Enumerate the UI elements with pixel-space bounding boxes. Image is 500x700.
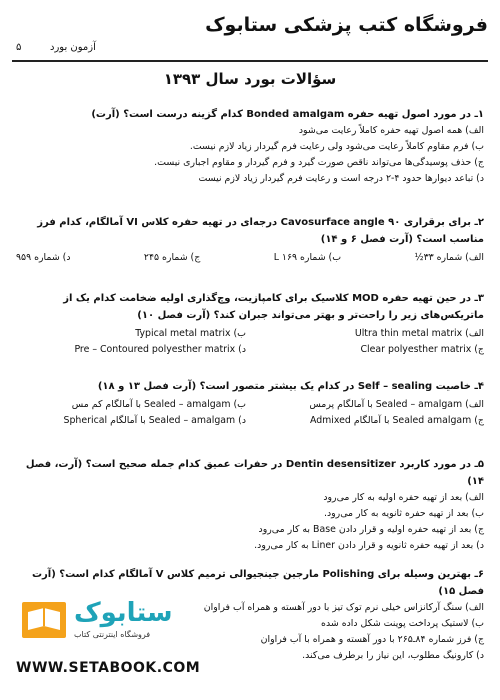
- option: د) کارونیگ مطلوب، این نیاز را برطرف می‌کند.: [302, 650, 484, 661]
- option: ب) شماره ۱۶۹ L: [273, 252, 342, 263]
- question-4: [16, 378, 484, 429]
- option: ج) شماره ۲۴۵: [143, 252, 201, 263]
- running-head: آزمون بورد: [50, 42, 96, 53]
- option: الف) Ultra thin metal matrix: [354, 328, 484, 339]
- option: ب) بعد از تهیه حفره ثانویه به کار می‌رود.: [324, 508, 484, 519]
- question-3: [16, 290, 484, 358]
- logo-wordmark: ستابوک: [74, 598, 173, 628]
- option: ج) فرز شماره ۸۴ـ۲۶۵ با دور آهسته و همراه با آب فراوان: [260, 634, 484, 645]
- option: ب) لاستیک پرداخت پوینت شکل داده شده: [321, 618, 484, 629]
- option: ب) Sealed – amalgam با آمالگام کم مس: [71, 399, 246, 410]
- question-text: ۴ـ خاصیت Self – sealing در کدام یک بیشتر متصور است؟ (آرت فصل ۱۳ و ۱۸): [97, 381, 484, 392]
- option: الف) بعد از تهیه حفره اولیه به کار می‌رود: [323, 492, 484, 503]
- option: ج) Clear polyesther matrix: [360, 344, 484, 355]
- question-text: ۱ـ در مورد اصول تهیه حفره Bonded amalgam کدام گزینه درست است؟ (آرت): [91, 109, 484, 120]
- logo-subtitle: فروشگاه اینترنتی کتاب: [74, 630, 151, 639]
- option: الف) شماره ۳۳½: [414, 252, 484, 263]
- option: د) Pre – Contoured polyesther matrix: [74, 344, 246, 355]
- question-2: [16, 214, 484, 266]
- option: ج) حذف پوسیدگی‌ها می‌تواند ناقص صورت گیرد و فرم گیردار و مقاوم اجباری نیست.: [154, 157, 484, 168]
- option: د) تباعد دیوارها حدود ۴-۲ درجه است و رعایت فرم گیردار زیاد لازم نیست: [198, 173, 484, 184]
- question-text: ۶ـ بهترین وسیله برای Polishing مارجین جینجیوالی ترمیم کلاس V آمالگام کدام است؟ (آرت فصل ۱۵): [31, 569, 484, 597]
- section-title: سؤالات بورد سال ۱۳۹۳: [163, 70, 337, 88]
- book-logo-icon: [22, 602, 66, 638]
- option: الف) همه اصول تهیه حفره کاملاً رعایت می‌شود: [298, 125, 484, 136]
- question-text: ۳ـ در حین تهیه حفره MOD کلاسیک برای کامپازیت، وچ‌گذاری اولیه ضخامت کدام یک از ماتریکس‌های زیر را راحت‌تر و بهتر می‌تواند جبران کند؟ (آرت فصل ۱۰): [63, 293, 484, 321]
- option: د) Sealed – amalgam با آمالگام Spherical: [63, 415, 246, 426]
- publisher-logo: [16, 596, 216, 686]
- option: ج) بعد از تهیه حفره اولیه و قرار دادن Base به کار می‌رود: [258, 524, 484, 535]
- option: ب) Typical metal matrix: [135, 328, 246, 339]
- question-5: [16, 456, 484, 554]
- question-1: [16, 106, 484, 187]
- page-number: ۵: [16, 42, 22, 53]
- option: الف) Sealed – amalgam با آمالگام پرمس: [309, 399, 484, 410]
- page-header: [12, 12, 488, 62]
- store-title: فروشگاه کتب پزشکی ستابوک: [205, 14, 488, 36]
- option: د) بعد از تهیه حفره ثانویه و قرار دادن Liner به کار می‌رود.: [254, 540, 484, 551]
- option: الف) سنگ آرکانزاس خیلی نرم توک تیز با دور آهسته و همراه آب فراوان: [203, 602, 484, 613]
- question-text: ۵ـ در مورد کاربرد Dentin desensitizer در حفرات عمیق کدام جمله صحیح است؟ (آرت، فصل ۱۴): [25, 459, 484, 487]
- question-text: ۲ـ برای برقراری ۹۰ Cavosurface angle درجه‌ای در تهیه حفره کلاس VI آمالگام، کدام فرز مناسب است؟ (آرت فصل ۶ و ۱۴): [37, 217, 484, 245]
- option: ب) فرم مقاوم کاملاً رعایت می‌شود ولی رعایت فرم گیردار زیاد لازم نیست.: [189, 141, 484, 152]
- option: د) شماره ۹۵۹: [16, 252, 71, 263]
- website-url[interactable]: WWW.SETABOOK.COM: [16, 660, 201, 676]
- option: ج) Sealed amalgam با آمالگام Admixed: [309, 415, 484, 426]
